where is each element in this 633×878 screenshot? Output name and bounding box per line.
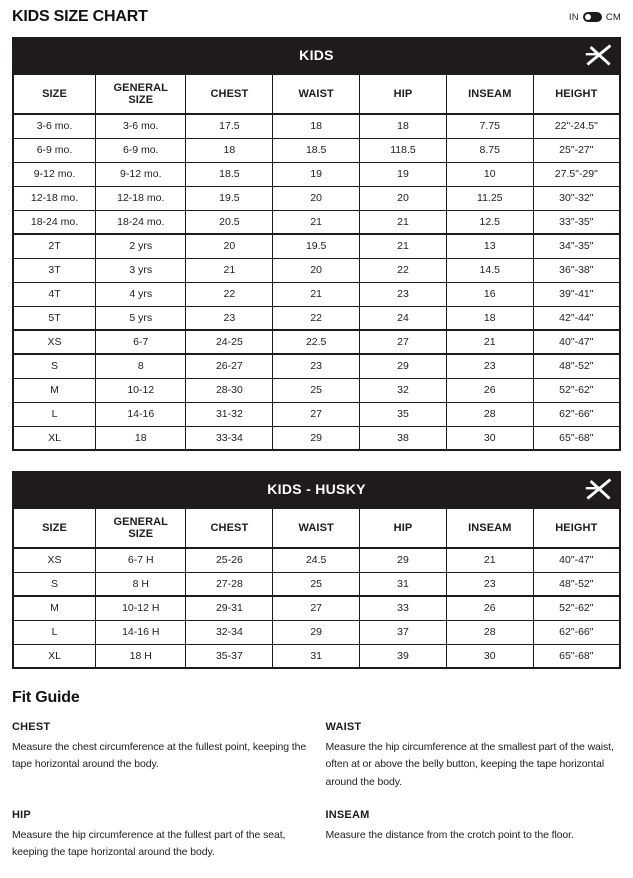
cell: 62"-66" [533, 620, 620, 644]
cell: 6-7 H [96, 548, 186, 572]
column-header: CHEST [186, 74, 273, 114]
cell: XL [13, 644, 96, 668]
cell: 18 [446, 306, 533, 330]
table-row [13, 330, 620, 354]
cell: 3T [13, 258, 96, 282]
cell: 4T [13, 282, 96, 306]
cell: 39 [360, 644, 447, 668]
table-row [13, 186, 620, 210]
cell: 65"-68" [533, 644, 620, 668]
column-header: WAIST [273, 74, 360, 114]
column-header: INSEAM [446, 508, 533, 548]
cell: 18 [96, 426, 186, 450]
cell: 42"-44" [533, 306, 620, 330]
fit-item-label: INSEAM [325, 808, 370, 821]
cell: 18-24 mo. [96, 210, 186, 234]
fit-item-label: WAIST [325, 721, 362, 733]
header-row [13, 508, 620, 548]
cell: 10-12 [96, 378, 186, 402]
cell: 3-6 mo. [96, 114, 186, 138]
brand-logo-icon [585, 479, 612, 500]
cell: 35-37 [186, 644, 273, 668]
cell: 20 [360, 186, 447, 210]
cell: 20 [186, 234, 273, 258]
cell: 23 [273, 354, 360, 378]
cell: 22 [360, 258, 447, 282]
kids-husky-section-bar [12, 471, 621, 507]
cell: 18.5 [273, 138, 360, 162]
column-header: HIP [360, 508, 447, 548]
cell: 22"-24.5" [533, 114, 620, 138]
cell: 37 [360, 620, 447, 644]
column-header: HIP [360, 74, 447, 114]
cell: 118.5 [360, 138, 447, 162]
cell: 2T [13, 234, 96, 258]
cell: 8 H [96, 572, 186, 596]
cell: 52"-62" [533, 378, 620, 402]
cell: 65"-68" [533, 426, 620, 450]
cell: 29 [360, 354, 447, 378]
cell: 6-7 [96, 330, 186, 354]
cell: 14.5 [446, 258, 533, 282]
cell: 14-16 H [96, 620, 186, 644]
kids-section-bar [12, 37, 621, 73]
cell: 62"-66" [533, 402, 620, 426]
column-header: HEIGHT [533, 508, 620, 548]
cell: 27 [273, 402, 360, 426]
fit-item-hip [12, 809, 308, 862]
fit-item-inseam [326, 809, 622, 862]
kids-table-section [12, 37, 621, 451]
cell: 32-34 [186, 620, 273, 644]
cell: 23 [446, 354, 533, 378]
cell: 5 yrs [96, 306, 186, 330]
cell: 20.5 [186, 210, 273, 234]
table-row [13, 258, 620, 282]
table-row [13, 162, 620, 186]
cell: 23 [186, 306, 273, 330]
cell: 25-26 [186, 548, 273, 572]
unit-toggle[interactable] [569, 12, 621, 23]
cell: 14-16 [96, 402, 186, 426]
column-header: GENERAL SIZE [96, 74, 186, 114]
cell: 27 [360, 330, 447, 354]
column-header: GENERAL SIZE [96, 508, 186, 548]
cell: 29 [360, 548, 447, 572]
cell: 11.25 [446, 186, 533, 210]
cell: S [13, 354, 96, 378]
cell: 16 [446, 282, 533, 306]
fit-item-waist [326, 721, 622, 791]
cell: 8 [96, 354, 186, 378]
cell: 12.5 [446, 210, 533, 234]
cell: 3-6 mo. [13, 114, 96, 138]
column-header: INSEAM [446, 74, 533, 114]
cell: 21 [360, 210, 447, 234]
cell: 21 [273, 210, 360, 234]
cell: M [13, 596, 96, 620]
cell: 21 [273, 282, 360, 306]
cell: 18-24 mo. [13, 210, 96, 234]
cell: 24.5 [273, 548, 360, 572]
table-row [13, 426, 620, 450]
fit-guide-grid [12, 721, 621, 862]
cell: 52"-62" [533, 596, 620, 620]
table-row [13, 114, 620, 138]
table-row [13, 402, 620, 426]
cell: 35 [360, 402, 447, 426]
cell: 34"-35" [533, 234, 620, 258]
cell: 3 yrs [96, 258, 186, 282]
cell: 33"-35" [533, 210, 620, 234]
cell: 40"-47" [533, 330, 620, 354]
cell: 19 [360, 162, 447, 186]
table-row [13, 306, 620, 330]
cell: 26-27 [186, 354, 273, 378]
table-row [13, 644, 620, 668]
fit-item-chest [12, 721, 308, 791]
cell: 12-18 mo. [96, 186, 186, 210]
cell: 10 [446, 162, 533, 186]
cell: 31-32 [186, 402, 273, 426]
cell: 32 [360, 378, 447, 402]
unit-switch-icon[interactable] [583, 12, 602, 22]
cell: 29 [273, 620, 360, 644]
cell: 30"-32" [533, 186, 620, 210]
cell: 25 [273, 378, 360, 402]
fit-item-text: Measure the hip circumference at the fullest part of the seat, keeping the tape horizontal around the body. [12, 828, 286, 859]
column-header: WAIST [273, 508, 360, 548]
column-header: CHEST [186, 508, 273, 548]
cell: 4 yrs [96, 282, 186, 306]
cell: M [13, 378, 96, 402]
fit-item-label: CHEST [12, 721, 51, 733]
cell: S [13, 572, 96, 596]
cell: 21 [446, 548, 533, 572]
cell: 33 [360, 596, 447, 620]
cell: 13 [446, 234, 533, 258]
cell: 12-18 mo. [13, 186, 96, 210]
cell: 24 [360, 306, 447, 330]
cell: 6-9 mo. [96, 138, 186, 162]
cell: 28-30 [186, 378, 273, 402]
table-row [13, 378, 620, 402]
cell: 27.5"-29" [533, 162, 620, 186]
cell: 48"-52" [533, 354, 620, 378]
cell: 19.5 [186, 186, 273, 210]
cell: 29 [273, 426, 360, 450]
cell: 18 H [96, 644, 186, 668]
cell: 10-12 H [96, 596, 186, 620]
cell: 27-28 [186, 572, 273, 596]
cell: 28 [446, 402, 533, 426]
header-row [13, 74, 620, 114]
brand-logo-icon [585, 45, 612, 66]
cell: 19 [273, 162, 360, 186]
cell: 25"-27" [533, 138, 620, 162]
cell: XL [13, 426, 96, 450]
cell: XS [13, 548, 96, 572]
cell: 23 [446, 572, 533, 596]
cell: XS [13, 330, 96, 354]
cell: 23 [360, 282, 447, 306]
cell: 9-12 mo. [13, 162, 96, 186]
cell: 33-34 [186, 426, 273, 450]
cell: 20 [273, 258, 360, 282]
cell: 24-25 [186, 330, 273, 354]
cell: 22 [186, 282, 273, 306]
cell: 22.5 [273, 330, 360, 354]
cell: 8.75 [446, 138, 533, 162]
cell: 31 [360, 572, 447, 596]
cell: 21 [186, 258, 273, 282]
switch-knob [585, 14, 591, 20]
fit-guide-title: Fit Guide [12, 689, 80, 706]
table-row [13, 354, 620, 378]
cell: 18 [360, 114, 447, 138]
fit-item-text: Measure the hip circumference at the smallest part of the waist, often at or above the belly button, keeping the tape horizontal around the body. [325, 741, 614, 788]
fit-item-label: HIP [12, 808, 31, 821]
kids-size-table [12, 73, 621, 451]
fit-guide-section [12, 689, 621, 862]
table-row [13, 210, 620, 234]
table-row [13, 234, 620, 258]
cell: 39"-41" [533, 282, 620, 306]
page-header [12, 8, 621, 26]
cell: L [13, 402, 96, 426]
table-row [13, 572, 620, 596]
fit-item-text: Measure the distance from the crotch point to the floor. [325, 828, 574, 841]
cell: 36"-38" [533, 258, 620, 282]
cell: 6-9 mo. [13, 138, 96, 162]
cell: 26 [446, 378, 533, 402]
section-title: KIDS [299, 47, 334, 63]
kids-husky-table-section [12, 471, 621, 669]
unit-in-label[interactable]: IN [568, 11, 579, 23]
table-row [13, 548, 620, 572]
cell: 25 [273, 572, 360, 596]
cell: 27 [273, 596, 360, 620]
cell: 29-31 [186, 596, 273, 620]
cell: 5T [13, 306, 96, 330]
cell: 31 [273, 644, 360, 668]
column-header: SIZE [13, 508, 96, 548]
cell: 20 [273, 186, 360, 210]
cell: 18 [186, 138, 273, 162]
unit-cm-label[interactable]: CM [605, 11, 621, 23]
section-title: KIDS - HUSKY [267, 481, 366, 497]
cell: 48"-52" [533, 572, 620, 596]
fit-item-text: Measure the chest circumference at the fullest point, keeping the tape horizontal around the body. [12, 741, 307, 771]
cell: 19.5 [273, 234, 360, 258]
cell: L [13, 620, 96, 644]
cell: 9-12 mo. [96, 162, 186, 186]
cell: 7.75 [446, 114, 533, 138]
cell: 26 [446, 596, 533, 620]
cell: 21 [360, 234, 447, 258]
cell: 38 [360, 426, 447, 450]
table-row [13, 138, 620, 162]
cell: 18.5 [186, 162, 273, 186]
cell: 17.5 [186, 114, 273, 138]
cell: 22 [273, 306, 360, 330]
cell: 40"-47" [533, 548, 620, 572]
table-row [13, 282, 620, 306]
column-header: HEIGHT [533, 74, 620, 114]
page-title: KIDS SIZE CHART [12, 8, 148, 25]
column-header: SIZE [13, 74, 96, 114]
kids-husky-size-table [12, 507, 621, 669]
table-row [13, 620, 620, 644]
cell: 30 [446, 644, 533, 668]
cell: 18 [273, 114, 360, 138]
cell: 21 [446, 330, 533, 354]
cell: 2 yrs [96, 234, 186, 258]
table-row [13, 596, 620, 620]
cell: 28 [446, 620, 533, 644]
cell: 30 [446, 426, 533, 450]
